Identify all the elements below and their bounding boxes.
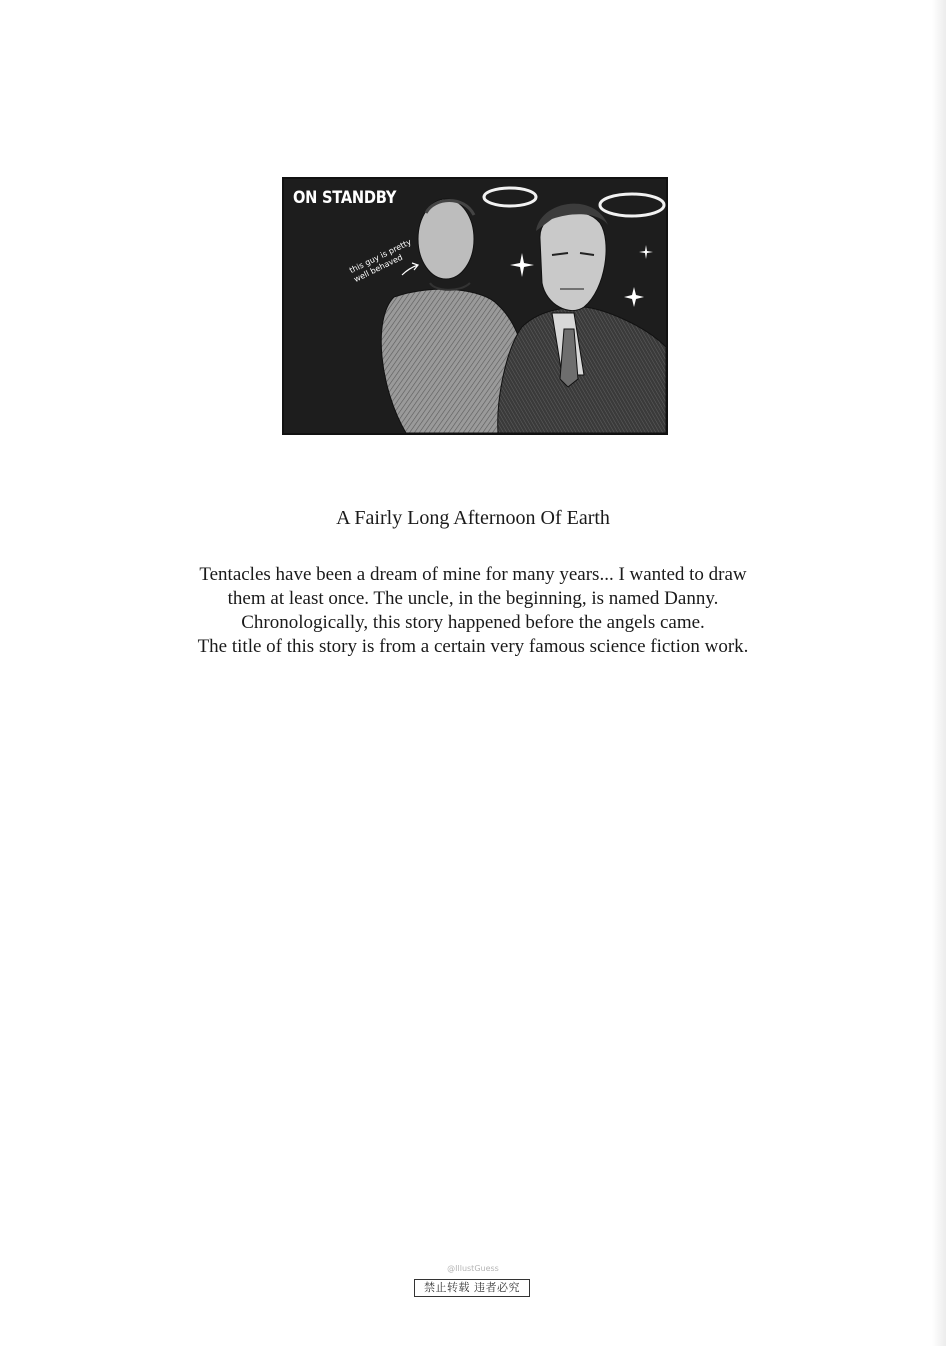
illustration-title: ON STANDBY	[293, 188, 397, 208]
copyright-notice: 禁止转载 违者必究	[414, 1279, 530, 1297]
story-title: A Fairly Long Afternoon Of Earth	[336, 507, 610, 529]
illustration-art	[284, 179, 666, 433]
illustration-panel	[282, 177, 668, 435]
story-description	[120, 563, 826, 659]
page-edge-shadow	[932, 0, 946, 1346]
illustration-note: this guy is pretty well behaved	[348, 237, 413, 285]
description-line: Tentacles have been a dream of mine for many years... I wanted to draw	[199, 564, 747, 585]
credit-watermark: @IllustGuess	[447, 1264, 499, 1273]
description-line: The title of this story is from a certain very famous science fiction work.	[197, 636, 749, 657]
description-line: them at least once. The uncle, in the beginning, is named Danny.	[227, 588, 719, 609]
description-line: Chronologically, this story happened before the angels came.	[241, 612, 705, 633]
